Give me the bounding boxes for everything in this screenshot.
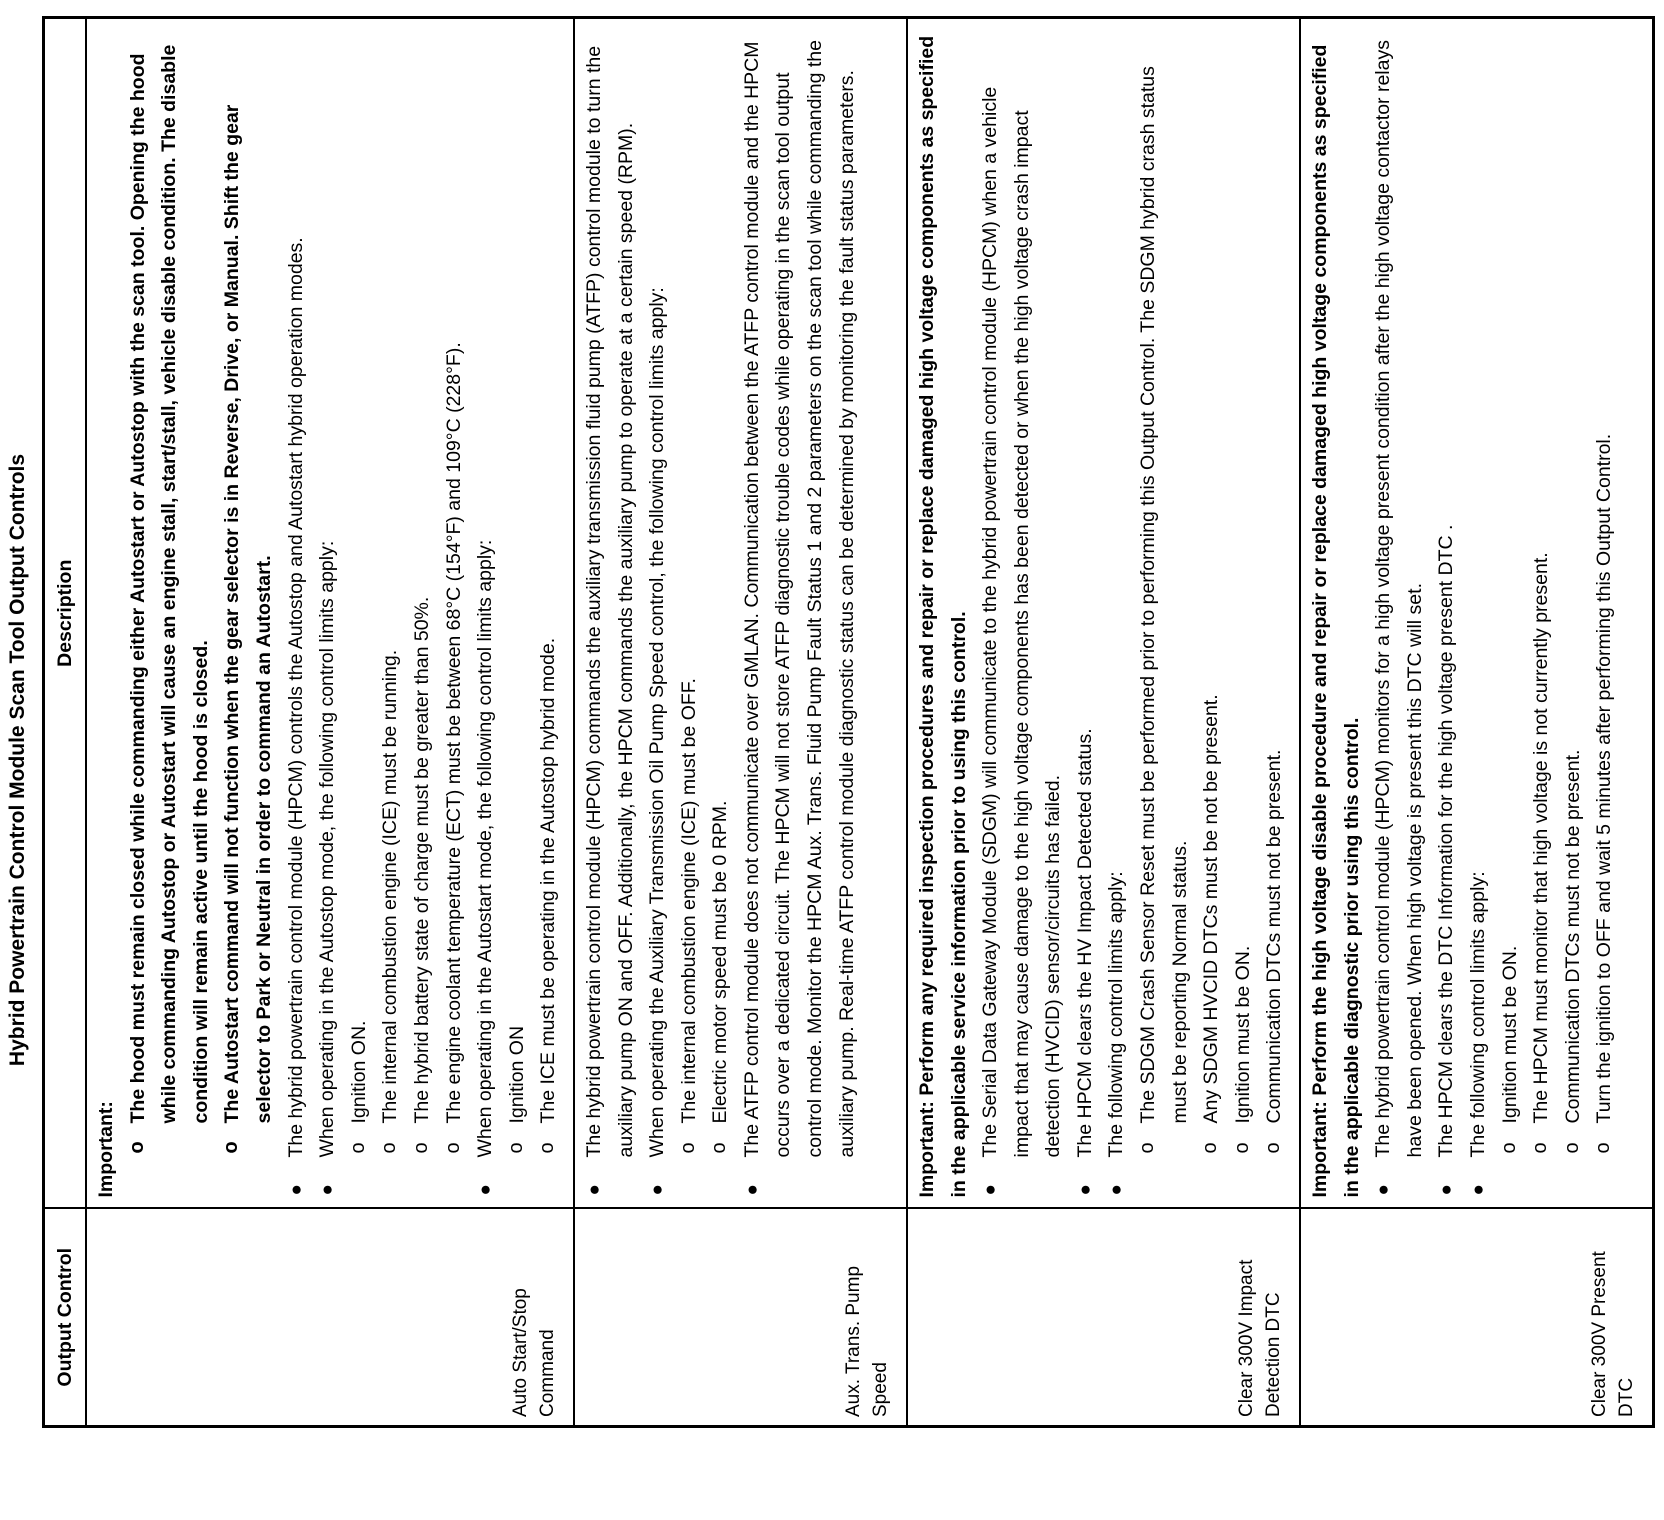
header-description: Description: [44, 18, 87, 1209]
list-item: o Any SDGM HVCID DTCs must be not be present.: [1196, 27, 1228, 1198]
table-row: [574, 18, 907, 1427]
bullet-list: [579, 27, 863, 1198]
list-item: o Communication DTCs must not be present.: [1558, 27, 1590, 1198]
list-item: ● The HPCM clears the HV Impact Detected status.: [1070, 27, 1102, 1198]
important-text: Perform the high voltage disable procedure and repair or replace damaged high voltage components as specified in the applicable diagnostic prior using this control.: [1309, 44, 1363, 1198]
list-item: ● The following control limits apply:: [1463, 27, 1495, 1198]
important-list: [123, 27, 281, 1198]
description-cell: [86, 18, 574, 1209]
important-label: Important:: [915, 1101, 938, 1198]
list-item: o The SDGM Crash Sensor Reset must be performed prior to performing this Output Control. The SDGM hybrid crash status must be reporting Normal status.: [1133, 27, 1196, 1198]
list-item: o Communication DTCs must not be present.: [1259, 27, 1291, 1198]
list-item: o The hood must remain closed while commanding either Autostart or Autostop with the scan tool. Opening the hood while commanding Autostop or Autostart will cause an engine stall, start/stall, vehicle disable condition. The disable condition will remain active until the hood is closed.: [123, 27, 218, 1198]
output-controls-table: [42, 16, 1655, 1428]
list-item: ● The hybrid powertrain control module (HPCM) controls the Autostop and Autostart hybrid operation modes.: [281, 27, 313, 1198]
table-row: [907, 18, 1300, 1427]
bullet-list: [281, 27, 565, 1198]
list-item: ● The hybrid powertrain control module (HPCM) commands the auxiliary transmission fluid pump (ATFP) control module to turn the auxiliary pump ON and OFF. Additionally, the HPCM commands the auxiliary pump to operate at a certain speed (RPM).: [579, 27, 642, 1198]
list-item: o Ignition must be ON.: [1495, 27, 1527, 1198]
list-item: ● The Serial Data Gateway Module (SDGM) will communicate to the hybrid powertrain control module (HPCM) when a vehicle impact that may cause damage to the high voltage components has been detected or when the high voltage crash impact detection (HVCID) sensor/circuits has failed.: [975, 27, 1070, 1198]
table-row: [86, 18, 574, 1427]
table-row: [1300, 18, 1653, 1427]
list-item: o The engine coolant temperature (ECT) must be between 68°C (154°F) and 109°C (228°F).: [439, 27, 471, 1198]
description-cell: [907, 18, 1300, 1209]
list-item: o Turn the ignition to OFF and wait 5 minutes after performing this Output Control.: [1589, 27, 1621, 1198]
list-item: o The ICE must be operating in the Autostop hybrid mode.: [533, 27, 565, 1198]
list-item: o The internal combustion engine (ICE) must be OFF.: [674, 27, 706, 1198]
list-item: o Electric motor speed must be 0 RPM.: [705, 27, 737, 1198]
output-control-name: Aux. Trans. Pump Speed: [574, 1209, 907, 1427]
list-item: ● The HPCM clears the DTC Information for the high voltage present DTC .: [1431, 27, 1463, 1198]
important-note: [1305, 27, 1368, 1198]
table-header-row: [44, 18, 87, 1427]
important-label: Important:: [1309, 1101, 1332, 1198]
output-control-name: Clear 300V Impact Detection DTC: [907, 1209, 1300, 1427]
list-item: o Ignition must be ON.: [1228, 27, 1260, 1198]
list-item: ● When operating in the Autostart mode, the following control limits apply:: [470, 27, 502, 1198]
description-cell: [1300, 18, 1653, 1209]
output-control-name: Auto Start/Stop Command: [86, 1209, 574, 1427]
list-item: ● The following control limits apply:: [1101, 27, 1133, 1198]
page-title: Hybrid Powertrain Control Module Scan Tool Output Controls: [6, 453, 29, 1067]
bullet-list: [975, 27, 1291, 1198]
bullet-list: [1368, 27, 1621, 1198]
output-control-name: Clear 300V Present DTC: [1300, 1209, 1653, 1427]
important-text: Perform any required inspection procedures and repair or replace damaged high voltage components as specified in the applicable service information prior to using this control.: [915, 35, 970, 1198]
header-output-control: Output Control: [44, 1209, 87, 1427]
important-note: [912, 27, 975, 1198]
list-item: o The Autostart command will not function when the gear selector is in Reverse, Drive, or Manual. Shift the gear selector to Park or Neutral in order to command an Autostart.: [217, 27, 280, 1198]
important-label: Important:: [95, 1101, 117, 1198]
list-item: o The internal combustion engine (ICE) must be running.: [375, 27, 407, 1198]
list-item: o The hybrid battery state of charge must be greater than 50%.: [407, 27, 439, 1198]
description-cell: [574, 18, 907, 1209]
list-item: ● When operating the Auxiliary Transmission Oil Pump Speed control, the following control limits apply:: [642, 27, 674, 1198]
list-item: ● When operating in the Autostop mode, the following control limits apply:: [312, 27, 344, 1198]
list-item: ● The ATFP control module does not communicate over GMLAN. Communication between the ATFP control module and the HPCM occurs over a dedicated circuit. The HPCM will not store ATFP diagnostic trouble codes while operating in the scan tool output control mode. Monitor the HPCM Aux. Trans. Fluid Pump Fault Status 1 and 2 parameters on the scan tool while commanding the auxiliary pump. Real-time ATFP control module diagnostic status can be determined by monitoring the fault status parameters.: [737, 27, 863, 1198]
list-item: o The HPCM must monitor that high voltage is not currently present.: [1526, 27, 1558, 1198]
list-item: o Ignition ON.: [344, 27, 376, 1198]
list-item: ● The hybrid powertrain control module (HPCM) monitors for a high voltage present condition after the high voltage contactor relays have been opened. When high voltage is present this DTC will set.: [1368, 27, 1431, 1198]
list-item: o Ignition ON: [502, 27, 534, 1198]
